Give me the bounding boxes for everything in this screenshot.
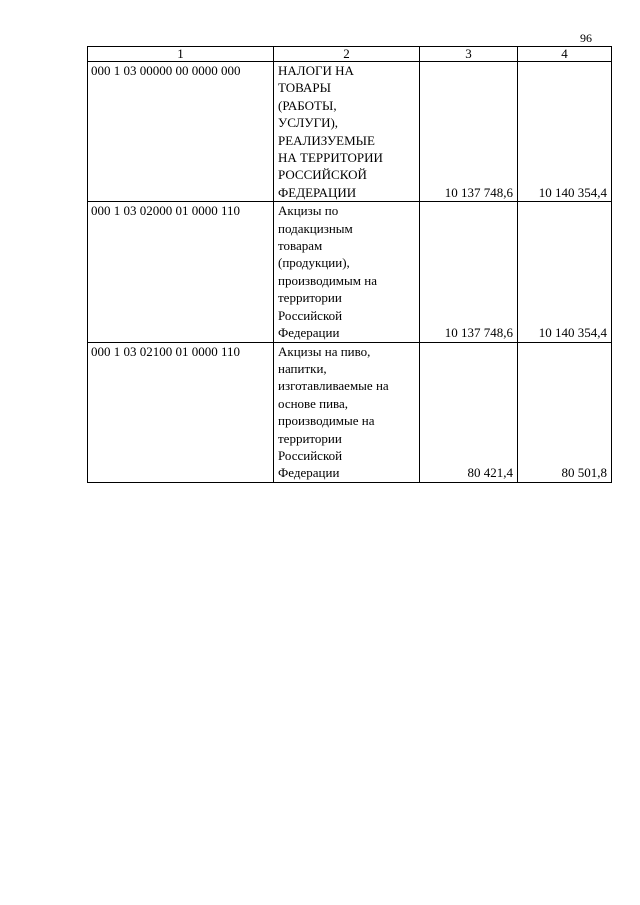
budget-code-cell: 000 1 03 02100 01 0000 110 [88, 342, 274, 482]
amount-col3-cell: 10 137 748,6 [420, 62, 518, 202]
item-name-line: Российской [278, 307, 343, 323]
item-name-line: подакцизным [278, 220, 353, 236]
table-header-row [88, 47, 612, 62]
item-name-line: напитки, [278, 360, 327, 376]
column-header-4: 4 [518, 47, 612, 62]
item-name-line: изготавливаемые на [278, 378, 389, 394]
item-name-line: НА ТЕРРИТОРИИ [278, 150, 383, 166]
item-name-line: НАЛОГИ НА [278, 63, 354, 78]
item-name-line: территории [278, 290, 342, 306]
amount-col4-cell: 80 501,8 [518, 342, 612, 482]
amount-col4-cell: 10 140 354,4 [518, 62, 612, 202]
item-name-line: товарам [278, 238, 323, 254]
item-name-line: ФЕДЕРАЦИИ [278, 184, 357, 200]
item-name-cell [274, 342, 420, 482]
table-row [88, 62, 612, 202]
table-row [88, 202, 612, 342]
item-name-line: основе пива, [278, 395, 349, 411]
item-name-cell [274, 62, 420, 202]
item-name-line: (продукции), [278, 255, 350, 271]
item-name-line: РЕАЛИЗУЕМЫЕ [278, 132, 375, 148]
table-row [88, 342, 612, 482]
item-name-line: территории [278, 430, 342, 446]
column-header-1: 1 [88, 47, 274, 62]
item-name-cell [274, 202, 420, 342]
item-name-line: ТОВАРЫ [278, 80, 331, 96]
amount-col3-cell: 80 421,4 [420, 342, 518, 482]
amount-col3-cell: 10 137 748,6 [420, 202, 518, 342]
column-header-3: 3 [420, 47, 518, 62]
budget-table [87, 46, 612, 483]
item-name-line: УСЛУГИ), [278, 115, 339, 131]
item-name-line: производимым на [278, 272, 377, 288]
budget-code-cell: 000 1 03 02000 01 0000 110 [88, 202, 274, 342]
page-number: 96 [580, 31, 592, 45]
item-name-line: Федерации [278, 465, 340, 481]
column-header-2: 2 [274, 47, 420, 62]
item-name-line: (РАБОТЫ, [278, 97, 337, 113]
item-name-line: Акцизы по [278, 203, 339, 219]
budget-code-cell: 000 1 03 00000 00 0000 000 [88, 62, 274, 202]
item-name-line: Акцизы на пиво, [278, 343, 371, 359]
item-name-line: Федерации [278, 325, 340, 341]
amount-col4-cell: 10 140 354,4 [518, 202, 612, 342]
item-name-line: Российской [278, 447, 343, 463]
item-name-line: РОССИЙСКОЙ [278, 167, 367, 183]
item-name-line: производимые на [278, 413, 375, 429]
